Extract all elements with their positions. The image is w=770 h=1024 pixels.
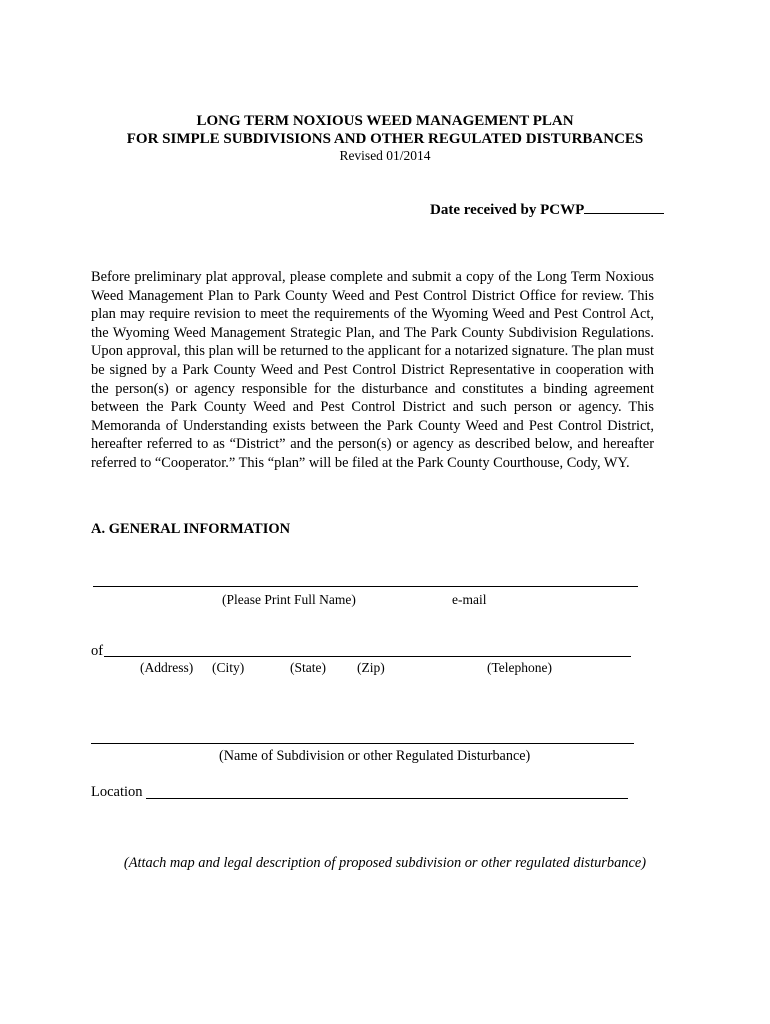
date-received-blank[interactable] xyxy=(584,200,664,214)
document-title-line-1: LONG TERM NOXIOUS WEED MANAGEMENT PLAN xyxy=(196,113,574,129)
section-a-heading: A. GENERAL INFORMATION xyxy=(91,521,291,537)
state-label: (State) xyxy=(290,660,326,675)
full-name-email-blank[interactable] xyxy=(93,586,638,587)
document-title-line-2: FOR SIMPLE SUBDIVISIONS AND OTHER REGULATED DISTURBANCES xyxy=(126,131,644,147)
address-lead: of xyxy=(91,643,104,659)
location-blank[interactable] xyxy=(146,798,628,799)
address-label: (Address) xyxy=(140,660,194,675)
revision-date: Revised 01/2014 xyxy=(339,148,431,163)
full-name-label: (Please Print Full Name) xyxy=(222,592,356,607)
email-label: e-mail xyxy=(452,592,487,607)
address-blank[interactable] xyxy=(104,656,631,657)
telephone-label: (Telephone) xyxy=(487,660,553,675)
attach-map-note: (Attach map and legal description of proposed subdivision or other regulated disturbance) xyxy=(123,855,647,871)
date-received-label: Date received by PCWP xyxy=(430,202,585,218)
subdivision-name-blank[interactable] xyxy=(91,743,634,744)
location-lead: Location xyxy=(91,784,143,800)
city-label: (City) xyxy=(212,660,245,675)
subdivision-name-label: (Name of Subdivision or other Regulated Disturbance) xyxy=(219,748,531,764)
intro-paragraph: Before preliminary plat approval, please complete and submit a copy of the Long Term Noxious Weed Management Plan to Park County Weed and Pest Control District Office for review. This plan may require revision to meet the requirements of the Wyoming Weed and Pest Control Act, the Wyoming Weed Management Strategic Plan, and The Park County Subdivision Regulations. Upon approval, this plan will be returned to the applicant for a notarized signature. The plan must be signed by a Park County Weed and Pest Control District Representative in cooperation with the person(s) or agency responsible for the disturbance and constitutes a binding agreement between the Park County Weed and Pest Control District and such person or agency. This Memoranda of Understanding exists between the Park County Weed and Pest Control District, hereafter referred to as “District” and the person(s) or agency as described below, and hereafter referred to “Cooperator.” This “plan” will be filed at the Park County Courthouse, Cody, WY. xyxy=(91,269,654,471)
date-received-field xyxy=(430,200,664,219)
zip-label: (Zip) xyxy=(357,660,385,675)
